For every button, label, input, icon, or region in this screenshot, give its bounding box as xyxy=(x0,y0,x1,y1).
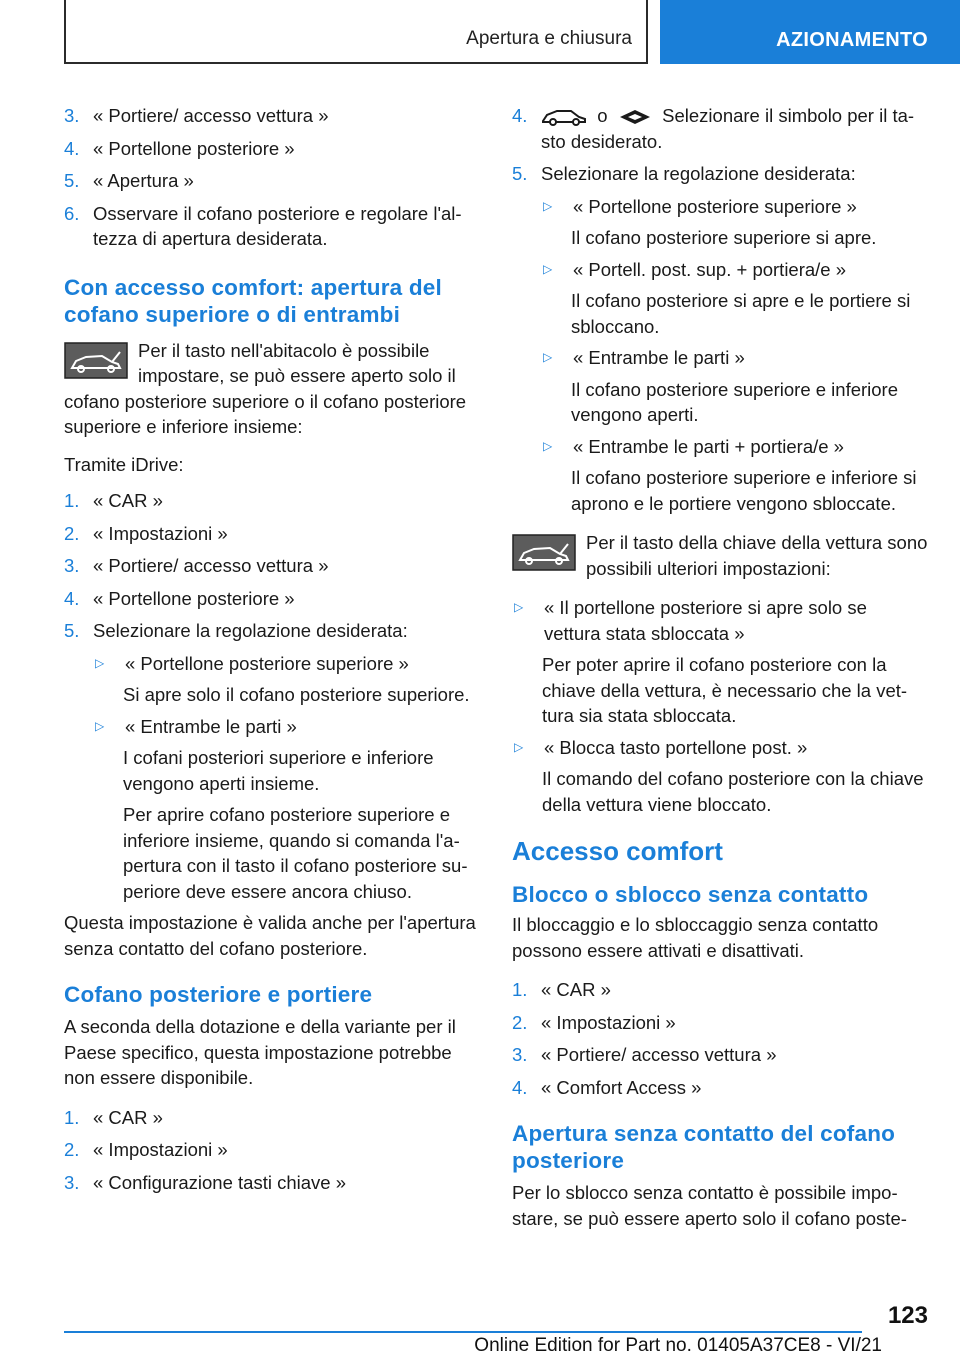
list-number: 5. xyxy=(64,620,80,641)
sub-item-desc: Il cofano posteriore si apre e le portiere si sbloccano. xyxy=(571,290,911,337)
list-text: Osservare il cofano posteriore e regolare l'altezza di apertura desiderata. xyxy=(93,202,462,249)
sub-item-title: « Entrambe le parti + portiera/e » xyxy=(573,435,844,457)
list-number: 4. xyxy=(512,105,528,126)
header-chapter-tab xyxy=(660,0,960,64)
list-text: « Impostazioni » xyxy=(93,522,228,544)
list-text: « Impostazioni » xyxy=(541,1011,676,1033)
option-desc: Il comando del cofano posteriore con la chiave della vettura viene bloccato. xyxy=(542,768,924,815)
sub-item xyxy=(541,257,928,283)
paragraph-blocco: Il bloccaggio e lo sbloccaggio senza contatto possono essere attivati e disattivati. xyxy=(512,914,879,961)
list-item xyxy=(64,136,476,162)
option-title: « Blocca tasto portellone post. » xyxy=(544,736,808,758)
heading-cofano-portiere: Cofano posteriore e portiere xyxy=(64,982,373,1007)
paragraph-idrive: Tramite iDrive: xyxy=(64,453,184,475)
sub-item-title: « Portellone posteriore superiore » xyxy=(573,195,857,217)
list-number: 4. xyxy=(64,587,80,609)
list-item xyxy=(64,168,476,194)
or-text: o xyxy=(597,105,608,126)
sub-list xyxy=(512,194,928,517)
left-column xyxy=(64,103,476,1202)
option-title: « Il portellone posteriore si apre solo se vettura stata sbloccata » xyxy=(544,597,867,644)
list-number: 1. xyxy=(512,979,528,1000)
list-item xyxy=(64,1137,476,1163)
list-item xyxy=(512,161,928,187)
list-item xyxy=(64,618,476,644)
list-text: Selezionare la regolazione desiderata: xyxy=(541,163,856,184)
icon-paragraph xyxy=(512,530,928,581)
sub-item-title: « Portell. post. sup. + portiera/e » xyxy=(573,258,847,280)
list-text: Selezionare la regolazione desiderata: xyxy=(93,620,408,641)
list-text: « Apertura » xyxy=(93,170,194,191)
sub-item-title: « Entrambe le parti » xyxy=(125,715,297,737)
list-item xyxy=(64,1105,476,1131)
car-side-icon xyxy=(541,107,587,127)
list-number: 3. xyxy=(64,1171,80,1193)
list-number: 1. xyxy=(64,490,80,511)
paragraph-text: Per il tasto nell'abitacolo è possibile impostare, se può essere aperto solo il cofano posteriore superiore o il cofano posteriore superiore e inferiore insieme: xyxy=(64,339,467,437)
triangle-bullet-icon: ▷ xyxy=(514,600,524,614)
sub-item-desc: Il cofano posteriore superiore e inferiore si aprono e le portiere vengono sbloccate. xyxy=(571,467,917,514)
list-number: 2. xyxy=(512,1011,528,1033)
car-tailgate-icon xyxy=(64,342,128,379)
sub-item-title: « Portellone posteriore superiore » xyxy=(125,652,409,674)
list-text: « CAR » xyxy=(541,979,611,1000)
diamond-icon xyxy=(618,108,652,126)
sub-item xyxy=(541,434,928,460)
heading-comfort-opening: Con accesso comfort: apertura del cofano superiore o di entrambi xyxy=(64,274,442,327)
paragraph-valid: Questa impostazione è valida anche per l'apertura senza contatto del cofano posteriore. xyxy=(64,912,476,959)
section-title: Apertura e chiusura xyxy=(466,28,632,49)
list-item xyxy=(512,103,928,154)
triangle-bullet-icon: ▷ xyxy=(543,261,553,276)
list-text xyxy=(541,103,928,154)
list-number: 4. xyxy=(64,137,80,159)
car-tailgate-icon xyxy=(512,534,576,571)
sub-item xyxy=(541,345,928,371)
list-text-rest: Selezionare il simbolo per il tasto desiderato. xyxy=(541,105,915,152)
sub-item-title: « Entrambe le parti » xyxy=(573,347,745,368)
list-text: « Configurazione tasti chiave » xyxy=(93,1171,346,1193)
page-number: 123 xyxy=(887,1302,928,1329)
list-text: « Portellone posteriore » xyxy=(93,137,295,159)
paragraph-apertura: Per lo sblocco senza contatto è possibile impostare, se può essere aperto solo il cofano poste- xyxy=(512,1182,907,1229)
list-text: « Comfort Access » xyxy=(541,1076,702,1098)
option-desc: Per poter aprire il cofano posteriore con la chiave della vettura, è necessario che la vettura sia stata sbloccata. xyxy=(542,654,908,726)
sub-item-desc: Il cofano posteriore superiore si apre. xyxy=(571,227,877,248)
triangle-bullet-icon: ▷ xyxy=(514,739,524,754)
heading-blocco: Blocco o sblocco senza contatto xyxy=(512,882,869,907)
list-text: « Portellone posteriore » xyxy=(93,587,295,609)
list-item xyxy=(64,488,476,514)
sub-item xyxy=(93,714,476,740)
list-item xyxy=(64,103,476,129)
list-item xyxy=(512,1010,928,1036)
list-number: 1. xyxy=(64,1106,80,1128)
list-number: 2. xyxy=(64,522,80,544)
list-text: « CAR » xyxy=(93,1106,163,1128)
triangle-bullet-icon: ▷ xyxy=(543,198,553,213)
list-number: 3. xyxy=(64,555,80,576)
list-item xyxy=(64,553,476,579)
triangle-bullet-icon: ▷ xyxy=(543,350,553,364)
list-item xyxy=(64,1170,476,1196)
footer-edition: Online Edition for Part no. 01405A37CE8 - VI/21 xyxy=(474,1335,882,1356)
right-column xyxy=(512,103,928,1242)
sub-item xyxy=(541,194,928,220)
heading-accesso-comfort: Accesso comfort xyxy=(512,836,723,866)
chapter-title: AZIONAMENTO xyxy=(776,29,928,51)
list-number: 2. xyxy=(64,1139,80,1160)
triangle-bullet-icon: ▷ xyxy=(95,718,105,733)
list-number: 3. xyxy=(64,105,80,126)
list-number: 3. xyxy=(512,1044,528,1065)
list-item xyxy=(64,586,476,612)
list-item xyxy=(64,201,476,252)
triangle-bullet-icon: ▷ xyxy=(543,438,553,453)
list-number: 5. xyxy=(64,170,80,191)
list-item xyxy=(512,1042,928,1068)
heading-apertura: Apertura senza contatto del cofano posteriore xyxy=(512,1121,896,1173)
list-number: 4. xyxy=(512,1076,528,1098)
option-item xyxy=(512,735,928,761)
list-text: « Portiere/ accesso vettura » xyxy=(93,555,329,576)
list-text: « CAR » xyxy=(93,490,163,511)
sub-item-desc: Per aprire cofano posteriore superiore e inferiore insieme, quando si comanda l'apertura con il tasto il cofano posteriore superiore deve essere ancora chiuso. xyxy=(123,804,468,902)
sub-item-desc: I cofani posteriori superiore e inferiore vengono aperti insieme. xyxy=(123,747,434,794)
sub-list xyxy=(64,651,476,905)
list-item xyxy=(512,1075,928,1101)
triangle-bullet-icon: ▷ xyxy=(95,655,105,670)
sub-item-desc: Si apre solo il cofano posteriore superiore. xyxy=(123,684,470,705)
paragraph-text: Per il tasto della chiave della vettura sono possibili ulteriori impostazioni: xyxy=(586,532,928,579)
option-item xyxy=(512,595,928,646)
sub-item xyxy=(93,651,476,677)
list-number: 6. xyxy=(64,202,80,224)
list-item xyxy=(64,521,476,547)
icon-paragraph xyxy=(64,338,476,440)
list-text: « Impostazioni » xyxy=(93,1139,228,1160)
footer-divider xyxy=(64,1331,862,1333)
list-number: 5. xyxy=(512,163,528,184)
list-text: « Portiere/ accesso vettura » xyxy=(541,1044,777,1065)
list-text: « Portiere/ accesso vettura » xyxy=(93,105,329,126)
header-section-box xyxy=(64,0,648,64)
list-item xyxy=(512,977,928,1003)
paragraph-cofano: A seconda della dotazione e della variante per il Paese specifico, questa impostazione potrebbe non essere disponibile. xyxy=(64,1016,456,1088)
sub-item-desc: Il cofano posteriore superiore e inferiore vengono aperti. xyxy=(571,378,899,425)
